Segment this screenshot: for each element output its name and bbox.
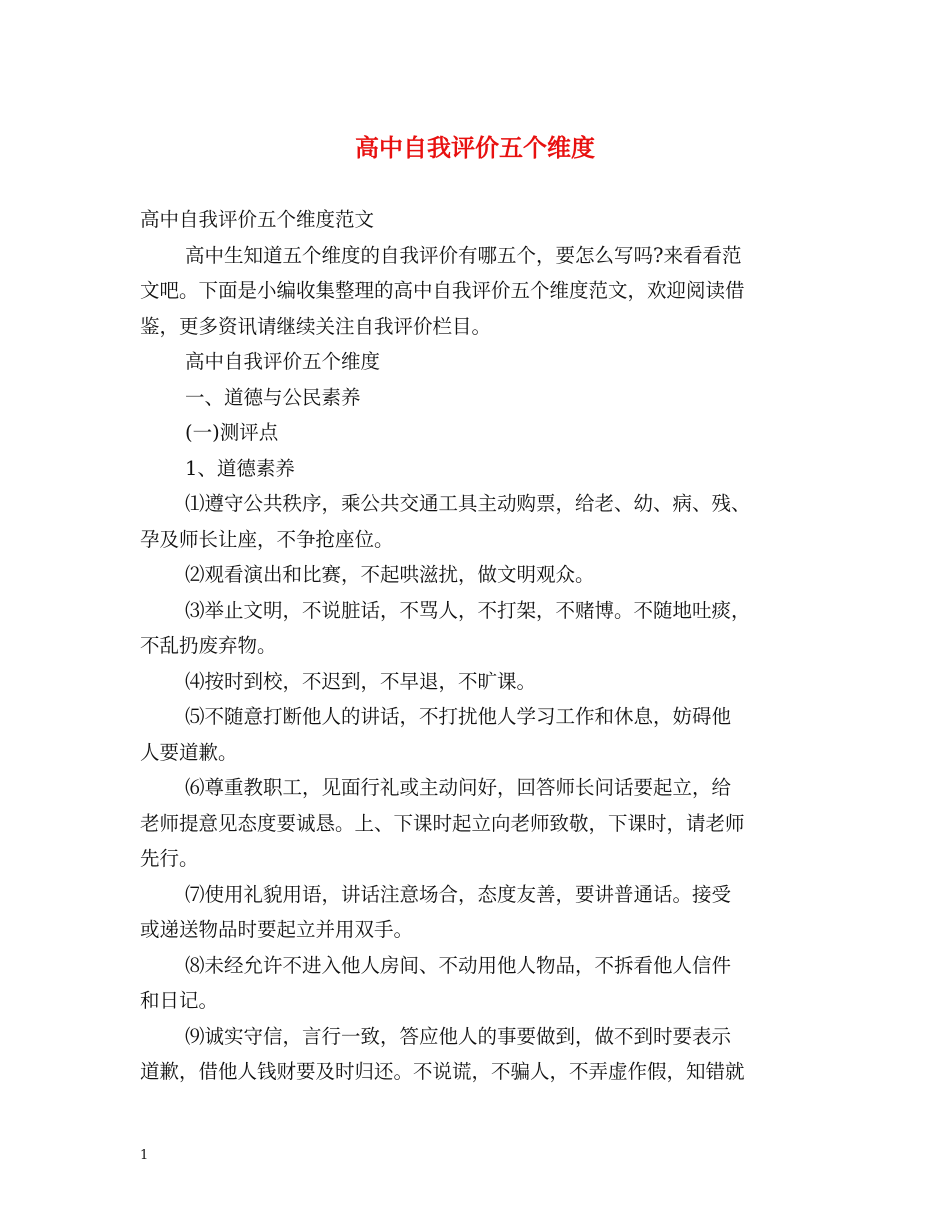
page-number: 1 [140, 1148, 149, 1163]
paragraph-line: 高中自我评价五个维度范文 [140, 208, 375, 231]
paragraph-line: 一、道德与公民素养 [185, 385, 361, 409]
paragraph-line: 不乱扔废弃物。 [140, 634, 277, 657]
paragraph-line: ⑻未经允许不进入他人房间、不动用他人物品，不拆看他人信件 [185, 953, 732, 977]
paragraph-line: 高中自我评价五个维度 [185, 350, 381, 373]
document-body [140, 202, 830, 1090]
paragraph-line: ⑺使用礼貌用语，讲话注意场合，态度友善，要讲普通话。接受 [185, 882, 732, 906]
paragraph-line: ⑷按时到校，不迟到，不早退，不旷课。 [185, 669, 537, 693]
paragraph-line: 或递送物品时要起立并用双手。 [140, 918, 414, 941]
paragraph-line: 1、道德素养 [185, 456, 295, 480]
paragraph-line: (一)测评点 [185, 421, 279, 444]
paragraph-line: ⑶举止文明，不说脏话，不骂人，不打架，不赌博。不随地吐痰， [185, 598, 751, 622]
paragraph-line: 先行。 [140, 847, 199, 870]
paragraph-line: ⑴遵守公共秩序，乘公共交通工具主动购票，给老、幼、病、残、 [185, 492, 751, 515]
paragraph-line: 高中生知道五个维度的自我评价有哪五个，要怎么写吗?来看看范 [185, 243, 742, 267]
paragraph-line: 文吧。下面是小编收集整理的高中自我评价五个维度范文，欢迎阅读借 [140, 279, 745, 302]
paragraph-line: 和日记。 [140, 989, 219, 1012]
paragraph-line: 人要道歉。 [140, 740, 238, 764]
paragraph-line: 孕及师长让座，不争抢座位。 [140, 527, 394, 551]
paragraph-line: ⑼诚实守信，言行一致，答应他人的事要做到，做不到时要表示 [185, 1024, 732, 1048]
document-title: 高中自我评价五个维度 [355, 133, 595, 162]
paragraph-line: 老师提意见态度要诚恳。上、下课时起立向老师致敬，下课时，请老师 [140, 811, 745, 835]
paragraph-line: 鉴，更多资讯请继续关注自我评价栏目。 [140, 314, 492, 338]
paragraph-line: ⑹尊重教职工，见面行礼或主动问好，回答师长问话要起立，给 [185, 776, 732, 799]
paragraph-line: ⑵观看演出和比赛，不起哄滋扰，做文明观众。 [185, 563, 595, 586]
paragraph-line: ⑸不随意打断他人的讲话，不打扰他人学习工作和休息，妨碍他 [185, 705, 732, 728]
paragraph-line: 道歉，借他人钱财要及时归还。不说谎，不骗人，不弄虚作假，知错就 [140, 1060, 745, 1083]
